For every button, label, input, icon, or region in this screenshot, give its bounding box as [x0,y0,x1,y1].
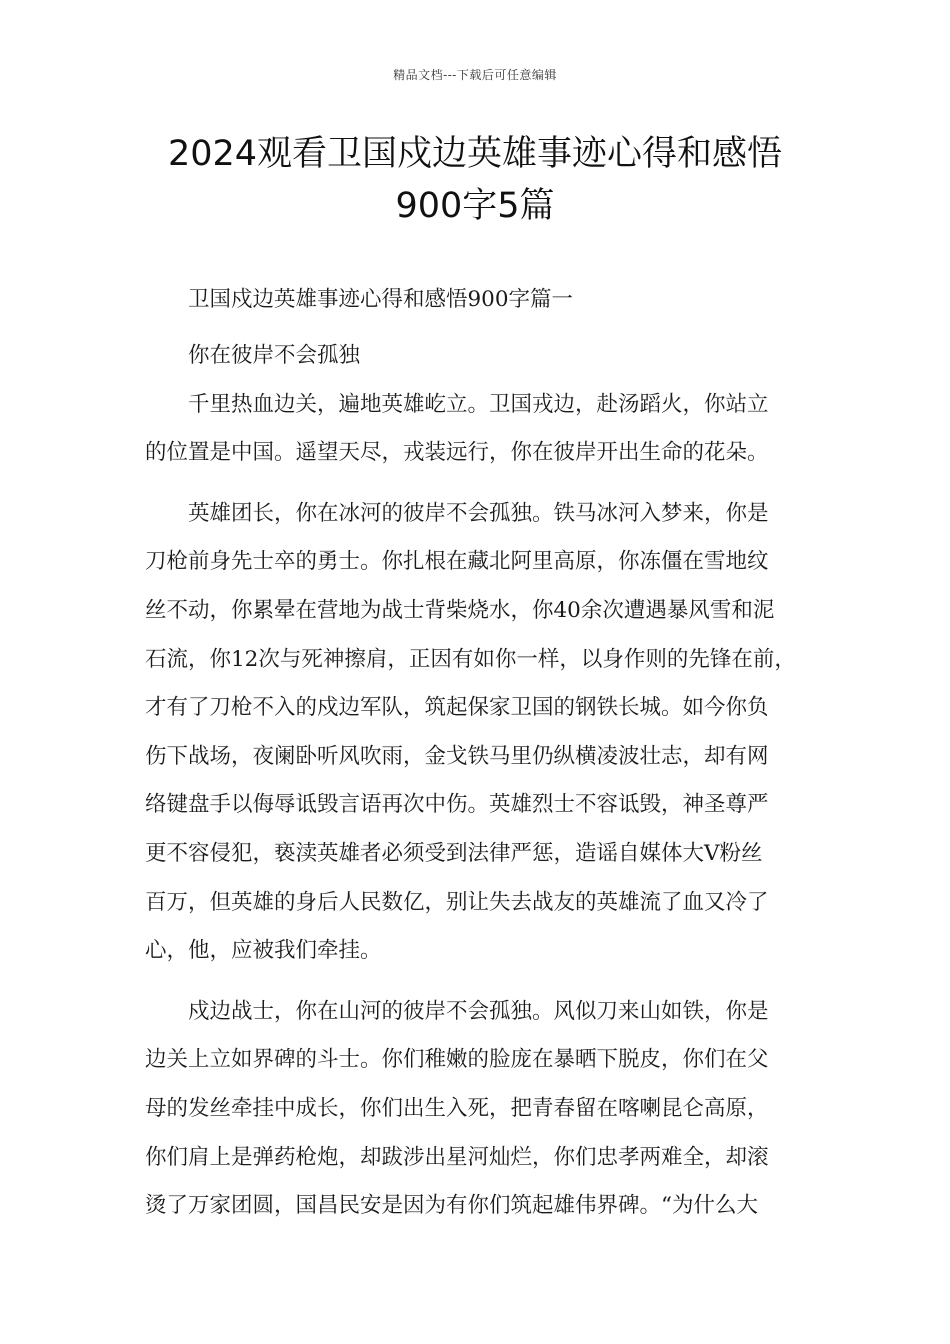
paragraph-line: 石流，你12次与死神擦肩，正因有如你一样，以身作则的先锋在前， [145,646,796,672]
paragraph-line: 才有了刀枪不入的戍边军队，筑起保家卫国的钢铁长城。如今你负 [145,695,769,721]
section-heading: 卫国戍边英雄事迹心得和感悟900字篇一 [188,287,574,312]
title-line-2: 900字5篇 [395,186,555,226]
document-body [145,280,810,1231]
paragraph-line: 你们肩上是弹药枪炮，却跋涉出星河灿烂，你们忠孝两难全，却滚 [145,1144,769,1170]
paragraph-line: 母的发丝牵挂中成长，你们出生入死，把青春留在喀喇昆仑高原， [145,1095,769,1121]
paragraph-line: 更不容侵犯，亵渎英雄者必须受到法律严惩，造谣自媒体大V粉丝 [145,840,763,866]
paragraph [145,490,810,976]
header-note: 精品文档---下载后可任意编辑 [393,68,557,82]
paragraph [145,381,810,478]
subtitle: 你在彼岸不会孤独 [188,343,361,368]
paragraph-line: 戍边战士，你在山河的彼岸不会孤独。风似刀来山如铁，你是 [188,998,769,1024]
paragraph-line: 英雄团长，你在冰河的彼岸不会孤独。铁马冰河入梦来，你是 [188,500,769,526]
paragraph-line: 伤下战场，夜阑卧听风吹雨，金戈铁马里仍纵横凌波壮志，却有网 [145,743,769,769]
paragraph-line: 的位置是中国。遥望天尽，戎装远行，你在彼岸开出生命的花朵。 [145,440,769,466]
paragraph-line: 络键盘手以侮辱诋毁言语再次中伤。英雄烈士不容诋毁，神圣尊严 [145,792,769,818]
paragraph-line: 心，他，应被我们牵挂。 [145,938,382,964]
paragraph [145,988,810,1231]
paragraph-line: 丝不动，你累晕在营地为战士背柴烧水，你40余次遭遇暴风雪和泥 [145,597,775,623]
title-line-1: 2024观看卫国戍边英雄事迹心得和感悟 [167,134,783,174]
paragraph-line: 千里热血边关，遍地英雄屹立。卫国戎边，赴汤蹈火，你站立 [188,391,769,417]
paragraph-line: 烫了万家团圆，国昌民安是因为有你们筑起雄伟界碑。“为什么大 [145,1193,758,1219]
paragraph-line: 边关上立如界碑的斗士。你们稚嫩的脸庞在暴晒下脱皮，你们在父 [145,1047,769,1073]
paragraph-line: 百万，但英雄的身后人民数亿，别让失去战友的英雄流了血又冷了 [145,889,769,915]
paragraph-line: 刀枪前身先士卒的勇士。你扎根在藏北阿里高原，你冻僵在雪地纹 [145,549,769,575]
page-title [100,128,850,232]
